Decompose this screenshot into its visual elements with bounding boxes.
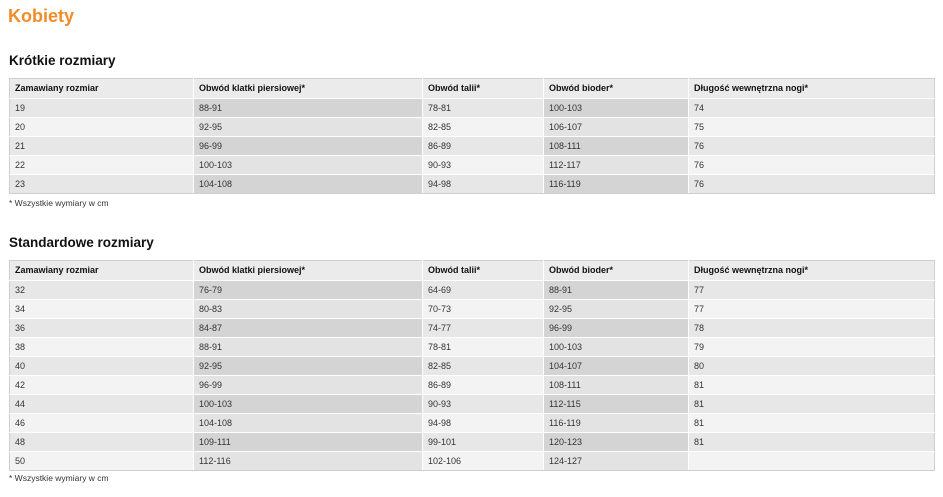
table-row: [10, 414, 935, 433]
table-cell: 116-119: [544, 414, 689, 433]
table-cell: 76: [689, 137, 935, 156]
table-cell: 77: [689, 300, 935, 319]
column-header: Obwód bioder*: [544, 79, 689, 99]
table-cell: 104-107: [544, 357, 689, 376]
table-row: [10, 175, 935, 194]
table-cell: 94-98: [423, 175, 544, 194]
table-cell: 19: [10, 99, 194, 118]
table-cell: 109-111: [194, 433, 423, 452]
table-cell: 84-87: [194, 319, 423, 338]
standard-sizes-table: [9, 260, 935, 471]
table-cell: 80: [689, 357, 935, 376]
table-cell: 77: [689, 281, 935, 300]
table-row: [10, 452, 935, 471]
table-cell: 78-81: [423, 338, 544, 357]
table-cell: 20: [10, 118, 194, 137]
column-header: Długość wewnętrzna nogi*: [689, 261, 935, 281]
table-cell: 96-99: [194, 137, 423, 156]
table-cell: 80-83: [194, 300, 423, 319]
table-row: [10, 338, 935, 357]
table-cell: 42: [10, 376, 194, 395]
table-cell: 86-89: [423, 376, 544, 395]
table-cell: 70-73: [423, 300, 544, 319]
table-cell: 96-99: [194, 376, 423, 395]
table-cell: 106-107: [544, 118, 689, 137]
table-cell: 75: [689, 118, 935, 137]
table-row: [10, 357, 935, 376]
table-cell: 112-117: [544, 156, 689, 175]
table-cell: 82-85: [423, 357, 544, 376]
table-cell: 64-69: [423, 281, 544, 300]
table-cell: 78: [689, 319, 935, 338]
column-header: Obwód klatki piersiowej*: [194, 261, 423, 281]
column-header: Obwód talii*: [423, 261, 544, 281]
table-cell: 36: [10, 319, 194, 338]
table-cell: 88-91: [194, 338, 423, 357]
table-cell: 21: [10, 137, 194, 156]
table-cell: 32: [10, 281, 194, 300]
standard-sizes-footnote: * Wszystkie wymiary w cm: [9, 473, 109, 483]
table-cell: 112-116: [194, 452, 423, 471]
table-cell: 90-93: [423, 156, 544, 175]
table-cell: 38: [10, 338, 194, 357]
table-header-row: [10, 79, 935, 99]
table-cell: 50: [10, 452, 194, 471]
table-row: [10, 300, 935, 319]
table-cell: 79: [689, 338, 935, 357]
page-title: Kobiety: [8, 6, 75, 26]
table-row: [10, 118, 935, 137]
table-cell: 100-103: [544, 338, 689, 357]
table-cell: 82-85: [423, 118, 544, 137]
column-header: Długość wewnętrzna nogi*: [689, 79, 935, 99]
table-cell: 74: [689, 99, 935, 118]
table-cell: 76: [689, 175, 935, 194]
table-row: [10, 156, 935, 175]
table-cell: 116-119: [544, 175, 689, 194]
table-cell: 99-101: [423, 433, 544, 452]
table-cell: 23: [10, 175, 194, 194]
table-cell: 44: [10, 395, 194, 414]
standard-sizes-title: Standardowe rozmiary: [9, 235, 154, 250]
table-header-row: [10, 261, 935, 281]
table-cell: 86-89: [423, 137, 544, 156]
table-cell: 104-108: [194, 414, 423, 433]
column-header: Zamawiany rozmiar: [10, 79, 194, 99]
table-cell: 112-115: [544, 395, 689, 414]
table-cell: 94-98: [423, 414, 544, 433]
table-cell: 102-106: [423, 452, 544, 471]
table-cell: 48: [10, 433, 194, 452]
table-cell: 46: [10, 414, 194, 433]
table-cell: 120-123: [544, 433, 689, 452]
table-cell: 88-91: [194, 99, 423, 118]
column-header: Obwód bioder*: [544, 261, 689, 281]
table-cell: 81: [689, 395, 935, 414]
table-cell: 92-95: [544, 300, 689, 319]
table-cell: 78-81: [423, 99, 544, 118]
short-sizes-footnote: * Wszystkie wymiary w cm: [9, 198, 109, 208]
table-row: [10, 376, 935, 395]
table-row: [10, 99, 935, 118]
short-sizes-table: [9, 78, 935, 194]
table-cell: 81: [689, 433, 935, 452]
table-cell: 40: [10, 357, 194, 376]
table-cell: 124-127: [544, 452, 689, 471]
column-header: Obwód talii*: [423, 79, 544, 99]
table-cell: 108-111: [544, 376, 689, 395]
table-cell: 76-79: [194, 281, 423, 300]
table-cell: 81: [689, 414, 935, 433]
table-cell: 108-111: [544, 137, 689, 156]
table-cell: 92-95: [194, 118, 423, 137]
table-cell: 74-77: [423, 319, 544, 338]
table-cell: 90-93: [423, 395, 544, 414]
table-cell: 104-108: [194, 175, 423, 194]
column-header: Obwód klatki piersiowej*: [194, 79, 423, 99]
table-row: [10, 137, 935, 156]
table-cell: 76: [689, 156, 935, 175]
table-row: [10, 281, 935, 300]
table-row: [10, 395, 935, 414]
table-cell: 88-91: [544, 281, 689, 300]
table-cell: 100-103: [194, 395, 423, 414]
table-cell: 34: [10, 300, 194, 319]
table-row: [10, 319, 935, 338]
table-cell: 96-99: [544, 319, 689, 338]
table-cell: 81: [689, 376, 935, 395]
table-cell: 92-95: [194, 357, 423, 376]
table-cell: 100-103: [544, 99, 689, 118]
short-sizes-title: Krótkie rozmiary: [9, 53, 116, 68]
table-cell: 22: [10, 156, 194, 175]
table-cell: [689, 452, 935, 471]
table-cell: 100-103: [194, 156, 423, 175]
table-row: [10, 433, 935, 452]
column-header: Zamawiany rozmiar: [10, 261, 194, 281]
